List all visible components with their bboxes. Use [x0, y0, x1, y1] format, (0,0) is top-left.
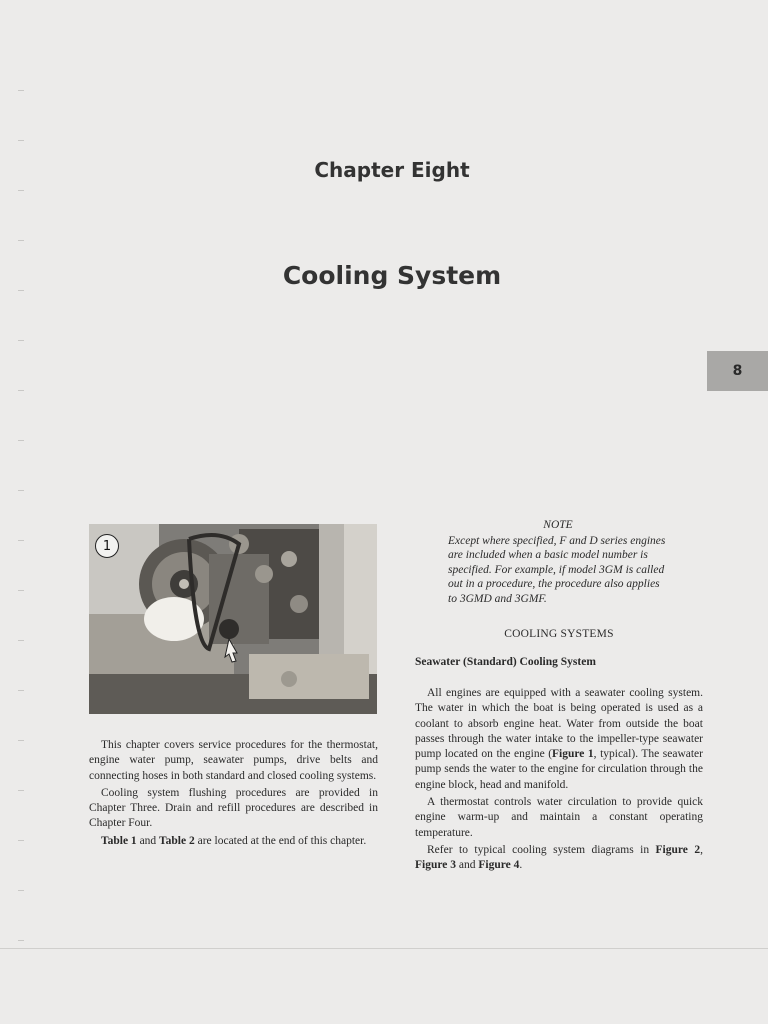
p1-after: , typical). The seawater pump sends the water to the engine for circulation through the engine block, head and manifold.: [415, 748, 703, 791]
table-ref-rest: are located at the end of this chapter.: [194, 834, 367, 847]
p3-before: Refer to typical cooling system diagrams in: [427, 843, 656, 856]
figure-1-photo: [89, 524, 377, 714]
and-text: and: [136, 834, 160, 847]
table-2-ref: Table 2: [159, 834, 195, 847]
chapter-title: Cooling System: [282, 261, 502, 290]
flushing-paragraph: Cooling system flushing procedures are provided in Chapter Three. Drain and refill procedures are described in Chapter Four.: [89, 786, 378, 830]
note-label: NOTE: [543, 519, 573, 531]
figure-1-ref: Figure 1: [552, 748, 594, 761]
figure-3-ref: Figure 3: [415, 859, 456, 872]
left-column: [89, 738, 378, 851]
p3-end: .: [519, 859, 523, 872]
section-heading: COOLING SYSTEMS: [504, 628, 614, 640]
intro-paragraph: This chapter covers service procedures for the thermostat, engine water pump, seawater pumps, drive belts and connecting hoses in both standard and closed cooling systems.: [89, 739, 378, 782]
margin-marks: [18, 90, 24, 950]
figure-4-ref: Figure 4: [478, 859, 520, 872]
figure-2-ref: Figure 2: [655, 843, 701, 856]
table-reference-paragraph: [89, 834, 378, 849]
engine-photo-illustration: [89, 524, 377, 714]
right-column: [415, 686, 703, 876]
figure-number-badge: 1: [95, 534, 119, 558]
thermostat-paragraph: A thermostat controls water circulation to provide quick engine warm-up and maintain a constant operating temperature.: [415, 796, 703, 839]
chapter-label: Chapter Eight: [314, 158, 470, 182]
subheading: Seawater (Standard) Cooling System: [415, 656, 596, 668]
seawater-paragraph: [415, 686, 703, 793]
chapter-tab: 8: [707, 351, 768, 391]
table-1-ref: Table 1: [101, 834, 137, 847]
page-bottom-rule: [0, 948, 768, 949]
note-text: Except where specified, F and D series engines are included when a basic model number is specified. For example, if model 3GM is called out in a procedure, the procedure also applies to 3GMD and 3GMF.: [448, 534, 666, 605]
p3-mid2: and: [456, 859, 479, 872]
note-block: [448, 518, 668, 607]
p1-before: All engines are equipped with a seawater cooling system. The water in which the boat is being operated is used as a coolant to absorb engine heat. Water from outside the boat passes through the water intake to the impeller-type seawater pump located on the engine (: [415, 687, 703, 761]
p3-mid1: ,: [700, 843, 703, 856]
diagram-reference-paragraph: [415, 843, 703, 874]
